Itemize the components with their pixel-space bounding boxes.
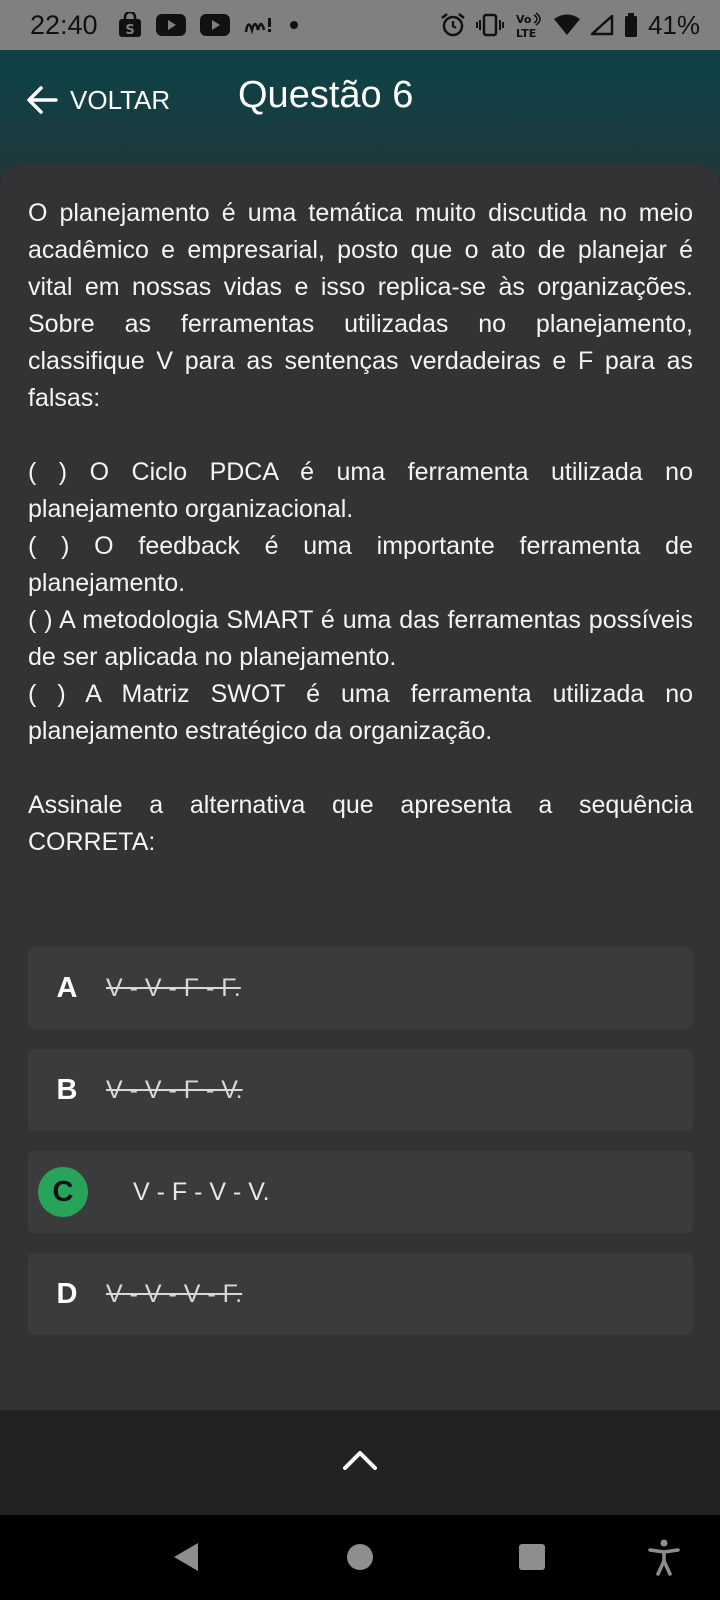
alarm-icon <box>440 12 466 38</box>
square-recents-icon <box>512 1564 552 1581</box>
back-button[interactable] <box>26 78 170 122</box>
question-prompt: Assinale a alternativa que apresenta a sequência CORRETA: <box>28 791 693 856</box>
question-intro: O planejamento é uma temática muito discutida no meio acadêmico e empresarial, posto que o ato de planejar é vital em nossas vidas e isso replica-se às organizações. Sobre as ferramentas utilizadas no planejamento, classifique V para as sentenças verdadeiras e F para as falsas: <box>28 199 693 412</box>
system-nav-bar <box>0 1515 720 1600</box>
shopee-icon <box>118 12 142 38</box>
option-c[interactable] <box>28 1151 693 1233</box>
youtube-icon <box>200 14 230 36</box>
bottom-panel <box>0 1410 720 1515</box>
app-notification-icon <box>244 14 274 36</box>
option-letter: D <box>56 1277 78 1310</box>
volte-label-top: Vo <box>515 13 532 26</box>
page-title: Questão 6 <box>238 74 414 116</box>
option-d[interactable] <box>28 1253 693 1335</box>
nav-back-button[interactable] <box>168 1537 208 1577</box>
chevron-up-icon <box>340 1467 380 1484</box>
nav-accessibility-button[interactable] <box>644 1537 684 1577</box>
option-letter: B <box>56 1073 78 1106</box>
selected-letter-badge: C <box>38 1167 88 1217</box>
triangle-back-icon <box>168 1564 208 1581</box>
option-text: V - V - V - F. <box>106 1279 243 1308</box>
statement-1: ( ) O Ciclo PDCA é uma ferramenta utilizada no planejamento organizacional. <box>28 458 693 523</box>
back-label: VOLTAR <box>70 84 171 115</box>
accessibility-icon <box>644 1564 684 1581</box>
statement-3: ( ) A metodologia SMART é uma das ferramentas possíveis de ser aplicada no planejamento. <box>28 606 693 671</box>
circle-home-icon <box>340 1564 380 1581</box>
svg-text:S: S <box>124 23 135 38</box>
option-letter: A <box>56 971 78 1004</box>
status-bar <box>0 0 720 50</box>
battery-icon <box>624 13 638 37</box>
volte-icon <box>514 11 544 39</box>
vibrate-icon <box>476 13 504 37</box>
option-a[interactable] <box>28 947 693 1029</box>
question-card <box>0 165 720 1410</box>
question-text <box>28 195 693 861</box>
arrow-left-icon <box>26 85 58 115</box>
option-text: V - V - F - V. <box>106 1075 243 1104</box>
dot-icon <box>288 19 300 31</box>
wifi-icon <box>554 14 580 36</box>
header <box>0 50 720 180</box>
statement-4: ( ) A Matriz SWOT é uma ferramenta utilizada no planejamento estratégico da organização. <box>28 680 693 745</box>
statement-2: ( ) O feedback é uma importante ferramenta de planejamento. <box>28 532 693 597</box>
nav-home-button[interactable] <box>340 1537 380 1577</box>
answer-options <box>28 947 693 1355</box>
battery-percent: 41% <box>647 9 700 40</box>
youtube-icon <box>156 14 186 36</box>
option-text: V - V - F - F. <box>106 973 241 1002</box>
option-text: V - F - V - V. <box>133 1177 270 1206</box>
volte-label-bottom: LTE <box>515 27 537 39</box>
expand-button[interactable] <box>340 1440 380 1480</box>
signal-icon <box>590 14 614 36</box>
nav-recents-button[interactable] <box>512 1537 552 1577</box>
status-time: 22:40 <box>30 9 98 40</box>
option-b[interactable] <box>28 1049 693 1131</box>
